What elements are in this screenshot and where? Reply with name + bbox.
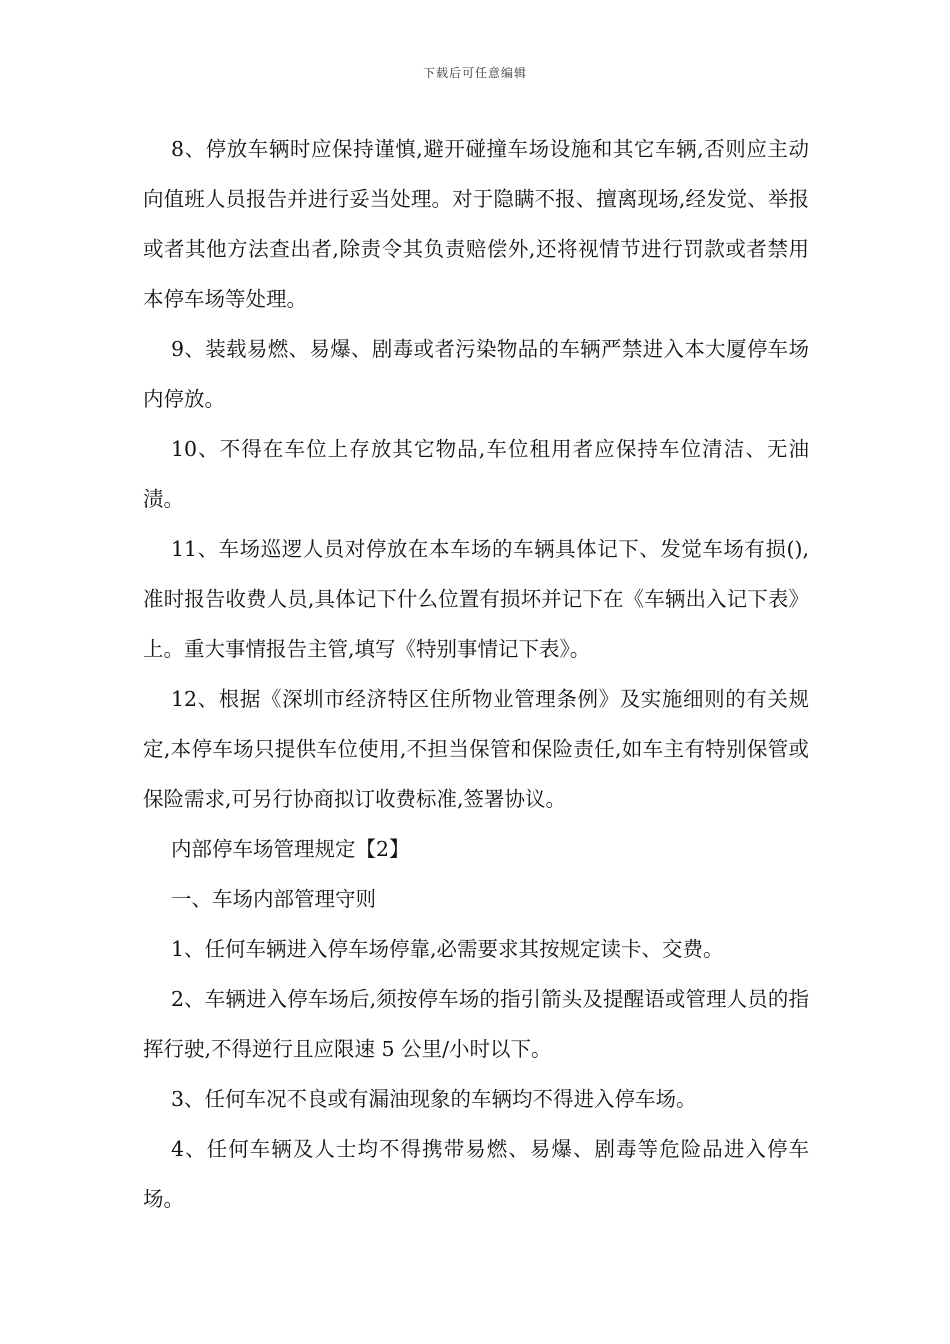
document-body bbox=[143, 124, 809, 1224]
paragraph-rule-8: 8、停放车辆时应保持谨慎,避开碰撞车场设施和其它车辆,否则应主动向值班人员报告并进行妥当处理。对于隐瞒不报、擅离现场,经发觉、举报或者其他方法查出者,除责令其负责赔偿外,还将视情节进行罚款或者禁用本停车场等处理。 bbox=[143, 137, 809, 311]
subsection-title: 一、车场内部管理守则 bbox=[171, 887, 376, 911]
paragraph-rule-12: 12、根据《深圳市经济特区住所物业管理条例》及实施细则的有关规定,本停车场只提供车位使用,不担当保管和保险责任,如车主有特别保管或保险需求,可另行协商拟订收费标准,签署协议。 bbox=[143, 687, 809, 811]
section-title: 内部停车场管理规定【2】 bbox=[171, 837, 410, 861]
page-header: 下载后可任意编辑 bbox=[422, 66, 527, 80]
paragraph-rule-11: 11、车场巡逻人员对停放在本车场的车辆具体记下、发觉车场有损(),准时报告收费人员,具体记下什么位置有损坏并记下在《车辆出入记下表》上。重大事情报告主管,填写《特别事情记下表》。 bbox=[143, 537, 809, 661]
paragraph-item-4: 4、任何车辆及人士均不得携带易燃、易爆、剧毒等危险品进入停车场。 bbox=[143, 1137, 809, 1211]
paragraph-item-1: 1、任何车辆进入停车场停靠,必需要求其按规定读卡、交费。 bbox=[171, 937, 724, 961]
paragraph-item-2: 2、车辆进入停车场后,须按停车场的指引箭头及提醒语或管理人员的指挥行驶,不得逆行且应限速 5 公里/小时以下。 bbox=[143, 987, 809, 1061]
paragraph-rule-9: 9、装载易燃、易爆、剧毒或者污染物品的车辆严禁进入本大厦停车场内停放。 bbox=[143, 337, 809, 411]
paragraph-rule-10: 10、不得在车位上存放其它物品,车位租用者应保持车位清洁、无油渍。 bbox=[143, 437, 809, 511]
paragraph-item-3: 3、任何车况不良或有漏油现象的车辆均不得进入停车场。 bbox=[171, 1087, 697, 1111]
